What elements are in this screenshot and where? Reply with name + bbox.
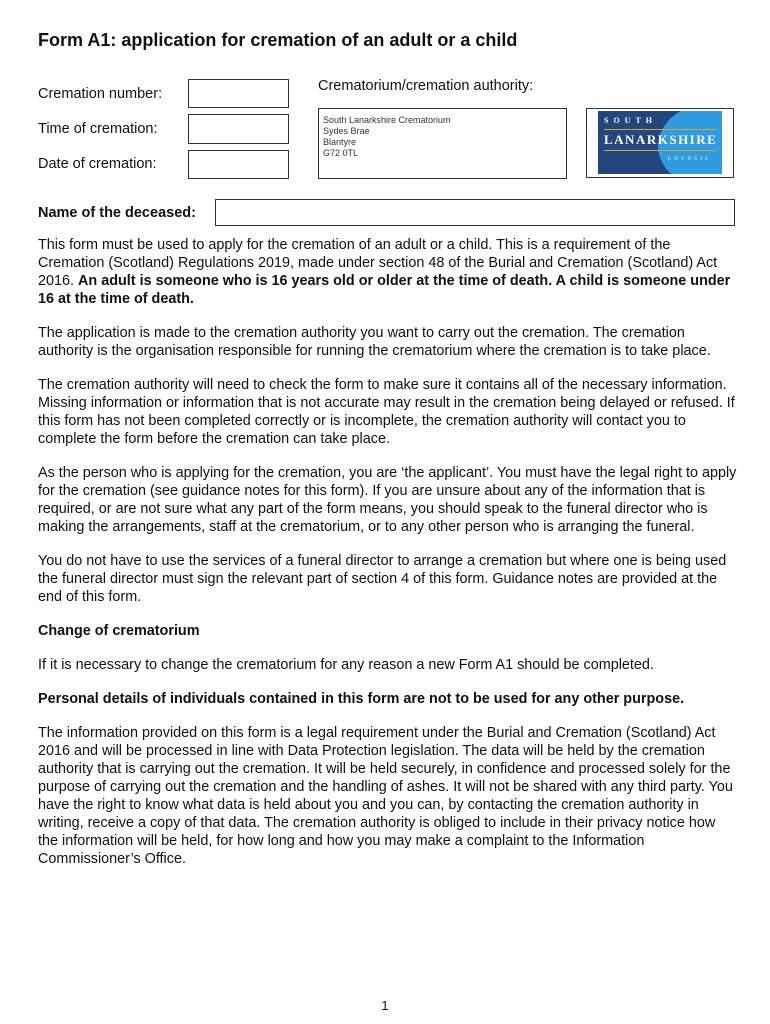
date-of-cremation-input[interactable]	[188, 150, 289, 179]
authority-address	[318, 108, 567, 179]
date-of-cremation-label: Date of cremation:	[38, 156, 157, 172]
paragraph: As the person who is applying for the cremation, you are ‘the applicant’. You must have the legal right to apply for the cremation (see guidance notes for this form). If you are unsure about any of the information that is required, or are not sure what any part of the form means, you should speak to the funeral director who is making the arrangements, staff at the crematorium, or to any other person who is arranging the funeral.	[38, 465, 737, 535]
address-line: Sydes Brae	[323, 126, 370, 136]
cremation-number-input[interactable]	[188, 79, 289, 108]
time-of-cremation-label: Time of cremation:	[38, 121, 158, 137]
time-of-cremation-input[interactable]	[188, 114, 289, 144]
name-of-deceased-label: Name of the deceased:	[38, 205, 196, 221]
form-body	[38, 236, 738, 884]
authority-label: Crematorium/cremation authority:	[318, 78, 534, 94]
address-line: South Lanarkshire Crematorium	[323, 115, 451, 125]
paragraph-data-protection: The information provided on this form is a legal requirement under the Burial and Cremation (Scotland) Act 2016 and will be processed in line with Data Protection legislation. The data will be held by the cremation authority that is carrying out the cremation. It will be held securely, in confidence and processed solely for the purpose of carrying out the cremation and the handling of ashes. It will not be shared with any third party. You have the right to know what data is held about you and you can, by contacting the cremation authority in writing, receive a copy of that data. The cremation authority is obliged to include in their privacy notice how the information will be held, for how long and how you may make a complaint to the Information Commissioner’s Office.	[38, 725, 733, 867]
paragraph-intro: This form must be used to apply for the cremation of an adult or a child. This is a requirement of the Cremation (Scotland) Regulations 2019, made under section 48 of the Burial and Cremation (Scotland) Act 2016. An adult is someone who is 16 years old or older at the time of death. A child is someone under 16 at the time of death.	[38, 237, 731, 307]
paragraph: You do not have to use the services of a funeral director to arrange a cremation but where one is being used the funeral director must sign the relevant part of section 4 of this form. Guidance notes are provided at the end of this form.	[38, 553, 727, 605]
address-line: G72 0TL	[323, 148, 359, 158]
paragraph: If it is necessary to change the crematorium for any reason a new Form A1 should be completed.	[38, 657, 654, 673]
form-title: Form A1: application for cremation of an adult or a child	[38, 30, 518, 50]
paragraph: The cremation authority will need to check the form to make sure it contains all of the necessary information. Missing information or information that is not accurate may result in the cremation being delayed or refused. If this form has not been completed correctly or is incomplete, the cremation authority will contact you to complete the form before the cremation can take place.	[38, 377, 735, 447]
name-of-deceased-input[interactable]	[215, 199, 735, 226]
heading-change-crematorium: Change of crematorium	[38, 623, 200, 639]
logo-box	[586, 108, 734, 178]
address-line: Blantyre	[323, 137, 357, 147]
page-number: 1	[381, 998, 389, 1013]
paragraph: The application is made to the cremation authority you want to carry out the cremation. The cremation authority is the organisation responsible for running the crematorium where the cremation is to take place.	[38, 325, 711, 359]
heading-personal-details: Personal details of individuals contained in this form are not to be used for any other purpose.	[38, 691, 685, 707]
cremation-number-label: Cremation number:	[38, 86, 163, 102]
council-logo: SOUTH LANARKSHIRE COUNCIL	[598, 111, 722, 174]
